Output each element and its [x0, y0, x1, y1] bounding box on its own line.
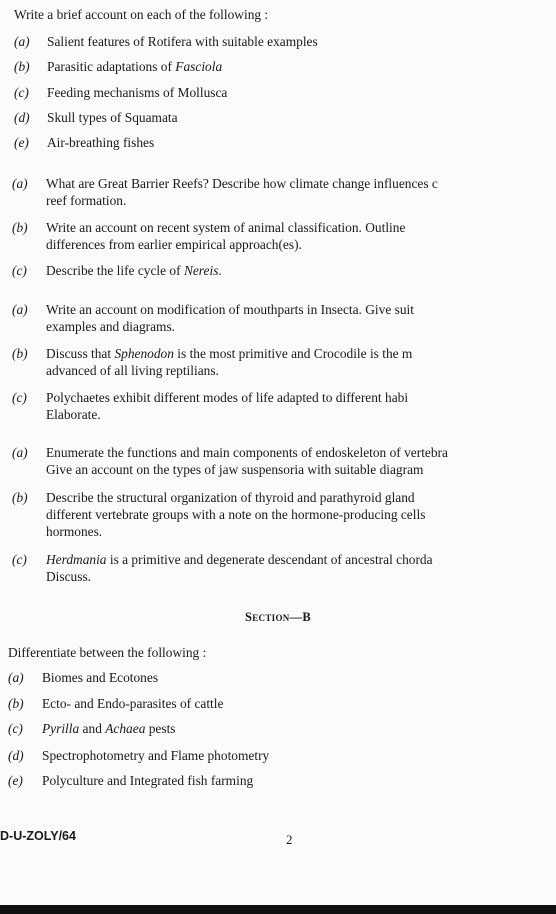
q5-c-label: (c) — [8, 721, 23, 736]
q2-b-line2: differences from earlier empirical approach(es). — [46, 237, 302, 252]
q5-d-text: Spectrophotometry and Flame photometry — [42, 748, 270, 763]
q5-e-label: (e) — [8, 773, 23, 788]
q2-a-line2: reef formation. — [46, 193, 127, 208]
q4-a-label: (a) — [12, 445, 28, 460]
page-number: 2 — [286, 832, 293, 847]
q3-c-label: (c) — [12, 390, 27, 405]
q1-a-label: (a) — [14, 34, 30, 49]
q1-e-label: (e) — [14, 135, 29, 150]
q1-intro: Write a brief account on each of the following : — [14, 7, 269, 22]
q3-a-label: (a) — [12, 302, 28, 317]
q5-c-text: Pyrilla and Achaea pests — [42, 721, 176, 736]
q5-intro: Differentiate between the following : — [8, 645, 207, 660]
q1-b-text: Parasitic adaptations of Fasciola — [47, 59, 223, 74]
q2-a-line1: What are Great Barrier Reefs? Describe how climate change influences c — [46, 176, 438, 191]
q5-a-label: (a) — [8, 670, 24, 685]
q4-b-label: (b) — [12, 490, 28, 505]
q4-b-line3: hormones. — [46, 524, 103, 539]
q4-b-line2: different vertebrate groups with a note on the hormone-producing cells — [46, 507, 426, 522]
q2-b-line1: Write an account on recent system of animal classification. Outline — [46, 220, 406, 235]
q4-c-line2: Discuss. — [46, 569, 92, 584]
q2-c-label: (c) — [12, 263, 27, 278]
q3-a-line2: examples and diagrams. — [46, 319, 176, 334]
section-b-heading: Section—B — [245, 610, 311, 624]
q2-b-label: (b) — [12, 220, 28, 235]
q1-c-text: Feeding mechanisms of Mollusca — [47, 85, 228, 100]
q3-c-line2: Elaborate. — [46, 407, 101, 422]
q2-a-label: (a) — [12, 176, 28, 191]
q5-b-label: (b) — [8, 696, 24, 711]
q3-b-label: (b) — [12, 346, 28, 361]
q3-b-line2: advanced of all living reptilians. — [46, 363, 219, 378]
q1-a-text: Salient features of Rotifera with suitable examples — [47, 34, 318, 49]
q5-d-label: (d) — [8, 748, 24, 763]
q4-c-line1: Herdmania is a primitive and degenerate descendant of ancestral chorda — [46, 552, 433, 567]
q2-c-text: Describe the life cycle of Nereis. — [46, 263, 222, 278]
q4-b-line1: Describe the structural organization of thyroid and parathyroid gland — [46, 490, 415, 505]
exam-code: D-U-ZOLY/64 — [0, 829, 76, 843]
scan-edge-bar — [0, 905, 556, 914]
q1-d-label: (d) — [14, 110, 30, 125]
q1-d-text: Skull types of Squamata — [47, 110, 178, 125]
q1-c-label: (c) — [14, 85, 29, 100]
q1-e-text: Air-breathing fishes — [47, 135, 155, 150]
q3-c-line1: Polychaetes exhibit different modes of life adapted to different habi — [46, 390, 409, 405]
q5-b-text: Ecto- and Endo-parasites of cattle — [42, 696, 224, 711]
q3-b-line1: Discuss that Sphenodon is the most primitive and Crocodile is the m — [46, 346, 413, 361]
q5-e-text: Polyculture and Integrated fish farming — [42, 773, 254, 788]
q4-a-line1: Enumerate the functions and main components of endoskeleton of vertebra — [46, 445, 448, 460]
q1-b-label: (b) — [14, 59, 30, 74]
q4-a-line2: Give an account on the types of jaw suspensoria with suitable diagram — [46, 462, 424, 477]
q3-a-line1: Write an account on modification of mouthparts in Insecta. Give suit — [46, 302, 414, 317]
q4-c-label: (c) — [12, 552, 27, 567]
q5-a-text: Biomes and Ecotones — [42, 670, 159, 685]
